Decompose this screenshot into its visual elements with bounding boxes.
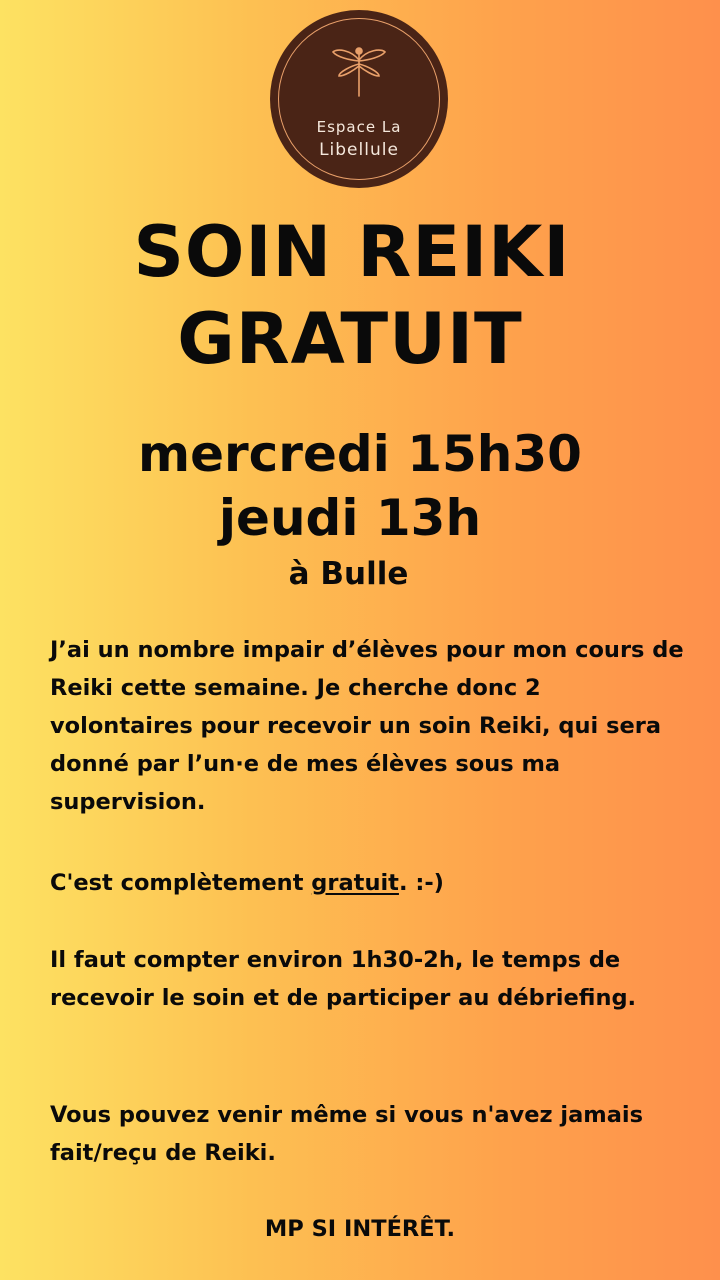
dragonfly-icon xyxy=(329,40,389,100)
free-paragraph xyxy=(50,864,690,902)
beginners-paragraph: Vous pouvez venir même si vous n'avez jamais fait/reçu de Reiki. xyxy=(50,1102,644,1166)
duration-paragraph: Il faut compter environ 1h30-2h, le temps de recevoir le soin et de participer au débriefing. xyxy=(50,947,637,1011)
location: à Bulle xyxy=(288,556,409,592)
logo-badge xyxy=(270,10,448,188)
logo-text-line2: Libellule xyxy=(319,140,399,160)
description-paragraph: J’ai un nombre impair d’élèves pour mon cours de Reiki cette semaine. Je cherche donc 2 volontaires pour recevoir un soin Reiki, qui sera donné par l’un·e de mes élèves sous ma supervision. xyxy=(50,637,684,815)
title-line1: SOIN REIKI xyxy=(133,211,571,293)
title-line2: GRATUIT xyxy=(177,298,523,380)
free-text-before: C'est complètement xyxy=(50,870,312,896)
contact-cta: MP SI INTÉRÊT. xyxy=(264,1216,456,1242)
logo-text-line1: Espace La xyxy=(316,118,402,136)
free-emphasis: gratuit xyxy=(311,870,399,896)
schedule-thursday: jeudi 13h xyxy=(218,489,482,547)
free-text-after: . :-) xyxy=(398,870,444,896)
schedule-wednesday: mercredi 15h30 xyxy=(138,425,582,483)
